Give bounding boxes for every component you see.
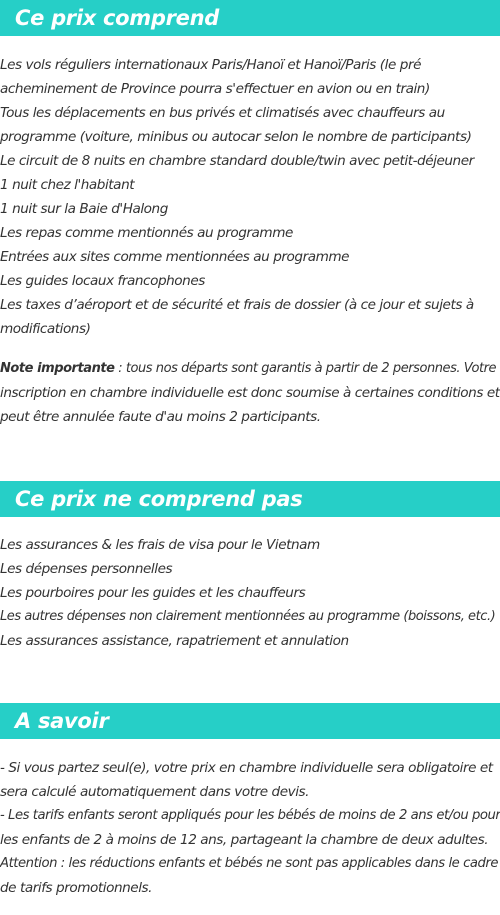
list-item: modifications): [0, 321, 91, 337]
note-line: peut être annulée faute d'au moins 2 participants.: [0, 409, 321, 425]
list-item: de tarifs promotionnels.: [0, 880, 153, 896]
list-item: - Si vous partez seul(e), votre prix en chambre individuelle sera obligatoire et: [0, 760, 493, 776]
note-text: : tous nos départs sont garantis à partir de 2 personnes. Votre: [114, 361, 497, 376]
list-item: Les assurances assistance, rapatriement et annulation: [0, 633, 349, 649]
note-label: Note importante: [0, 361, 115, 376]
list-item: Les taxes d’aéroport et de sécurité et frais de dossier (à ce jour et sujets à: [0, 297, 474, 313]
list-item: Les assurances & les frais de visa pour le Vietnam: [0, 537, 320, 553]
list-item: 1 nuit sur la Baie d'Halong: [0, 201, 168, 217]
list-item: Les guides locaux francophones: [0, 273, 205, 289]
list-item: Tous les déplacements en bus privés et climatisés avec chauffeurs au: [0, 105, 445, 121]
list-item: Attention : les réductions enfants et bébés ne sont pas applicables dans le cadre: [0, 856, 499, 871]
important-note: [0, 357, 500, 429]
list-item: acheminement de Province pourra s'effectuer en avion ou en train): [0, 81, 430, 97]
list-item: Les pourboires pour les guides et les chauffeurs: [0, 585, 306, 601]
list-item: Les vols réguliers internationaux Paris/Hanoï et Hanoï/Paris (le pré: [0, 57, 421, 73]
list-item: sera calculé automatiquement dans votre devis.: [0, 784, 310, 800]
includes-list: [0, 53, 500, 341]
info-list: [0, 756, 500, 900]
list-item: Entrées aux sites comme mentionnées au programme: [0, 249, 350, 265]
list-item: - Les tarifs enfants seront appliqués pour les bébés de moins de 2 ans et/ou pour: [0, 808, 500, 823]
list-item: programme (voiture, minibus ou autocar selon le nombre de participants): [0, 129, 472, 145]
list-item: 1 nuit chez l'habitant: [0, 177, 135, 193]
list-item: Le circuit de 8 nuits en chambre standard double/twin avec petit-déjeuner: [0, 153, 474, 169]
list-item: Les dépenses personnelles: [0, 561, 173, 577]
note-line: [0, 357, 500, 381]
note-line: inscription en chambre individuelle est donc soumise à certaines conditions et: [0, 385, 500, 401]
section-title-info: A savoir: [0, 703, 500, 739]
list-item: les enfants de 2 à moins de 12 ans, partageant la chambre de deux adultes.: [0, 832, 489, 848]
section-title-includes: Ce prix comprend: [0, 0, 500, 36]
list-item: Les autres dépenses non clairement mentionnées au programme (boissons, etc.): [0, 609, 496, 624]
section-title-excludes: Ce prix ne comprend pas: [0, 481, 500, 517]
excludes-list: [0, 533, 500, 653]
list-item: Les repas comme mentionnés au programme: [0, 225, 293, 241]
